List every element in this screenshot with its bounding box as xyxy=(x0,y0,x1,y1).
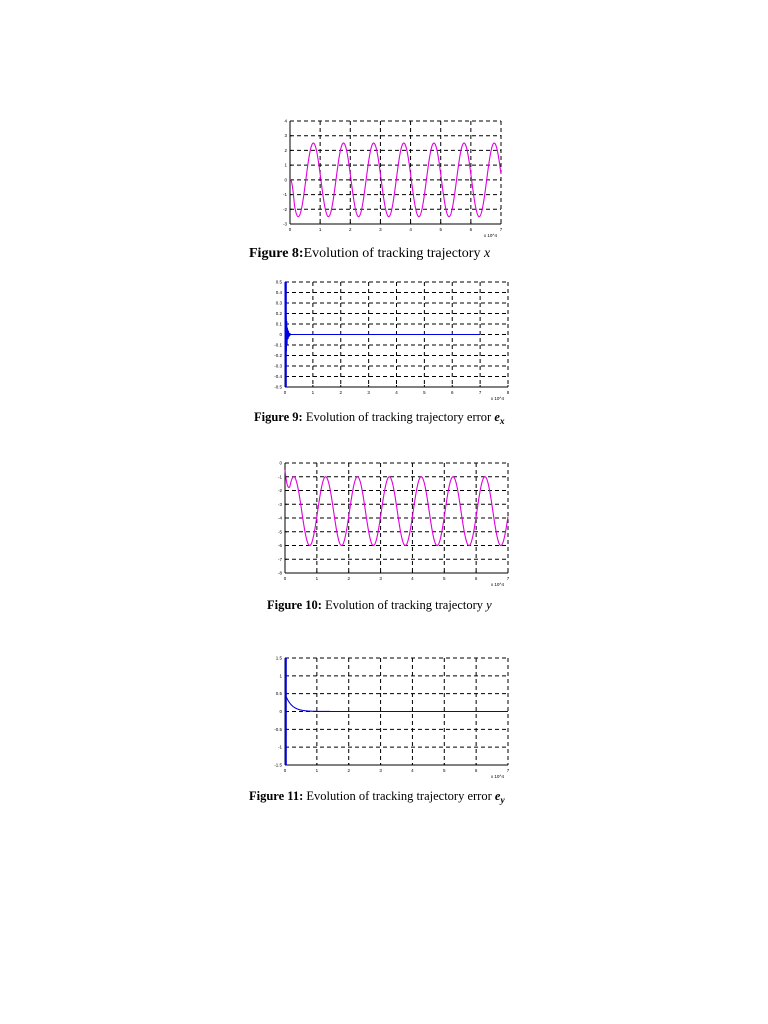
x-multiplier-label: x 10^4 xyxy=(490,582,504,587)
y-tick-label: 0.3 xyxy=(275,300,282,306)
y-tick-label: -1.5 xyxy=(274,762,282,768)
y-tick-label: -3 xyxy=(277,501,282,507)
x-tick-label: 2 xyxy=(347,576,350,581)
y-tick-label: -3 xyxy=(282,221,287,227)
x-tick-label: 1 xyxy=(311,390,315,395)
y-tick-label: 0 xyxy=(284,177,287,183)
figure-label: Figure 10: xyxy=(267,598,322,612)
caption-variable: e xyxy=(494,410,500,424)
figure-label: Figure 9: xyxy=(254,410,303,424)
y-tick-label: 0.5 xyxy=(275,691,282,697)
x-multiplier-label: x 10^4 xyxy=(483,233,497,238)
x-multiplier-label: x 10^4 xyxy=(490,396,504,401)
x-tick-label: 4 xyxy=(411,768,414,773)
y-tick-label: 2 xyxy=(284,147,287,153)
caption-variable: y xyxy=(486,598,492,612)
y-tick-label: -1 xyxy=(277,744,282,750)
y-tick-label: 0 xyxy=(279,709,282,714)
y-tick-label: -0.3 xyxy=(274,363,282,369)
x-tick-label: 6 xyxy=(469,227,473,232)
x-tick-label: 7 xyxy=(506,768,510,773)
x-tick-label: 8 xyxy=(506,390,510,395)
caption-text: Evolution of tracking trajectory xyxy=(321,598,487,612)
figure-9-caption xyxy=(254,410,505,427)
y-tick-label: -0.5 xyxy=(274,384,282,390)
x-tick-label: 2 xyxy=(339,390,343,395)
x-tick-label: 5 xyxy=(443,768,446,773)
y-tick-label: -2 xyxy=(282,206,287,212)
figure-11-caption xyxy=(249,789,505,806)
x-tick-label: 2 xyxy=(349,227,352,232)
x-tick-label: 7 xyxy=(478,390,482,395)
y-tick-label: -5 xyxy=(277,529,282,535)
chart-4 xyxy=(274,656,510,780)
y-tick-label: 0.4 xyxy=(275,290,282,295)
caption-subscript: y xyxy=(500,795,505,806)
chart-1 xyxy=(283,119,503,239)
x-tick-label: 5 xyxy=(423,390,426,395)
y-tick-label: -4 xyxy=(277,515,282,521)
chart-grid xyxy=(290,121,501,224)
y-tick-label: 0.1 xyxy=(275,321,282,327)
figure-label: Figure 8: xyxy=(249,246,304,261)
x-tick-label: 7 xyxy=(506,576,510,581)
y-tick-label: 3 xyxy=(284,133,287,139)
y-tick-label: 0 xyxy=(279,460,282,466)
x-tick-label: 3 xyxy=(379,576,382,581)
y-tick-label: -6 xyxy=(277,543,282,548)
x-tick-label: 1 xyxy=(315,576,319,581)
chart-2 xyxy=(274,280,510,402)
y-tick-label: -8 xyxy=(277,570,282,576)
x-tick-label: 5 xyxy=(443,576,446,581)
x-tick-label: 2 xyxy=(347,768,350,773)
x-tick-label: 6 xyxy=(450,390,454,395)
y-tick-label: 0 xyxy=(279,332,282,337)
x-tick-label: 1 xyxy=(315,768,319,773)
x-tick-label: 4 xyxy=(395,390,398,395)
x-tick-label: 1 xyxy=(318,227,322,232)
y-tick-label: -0.2 xyxy=(274,353,282,358)
x-tick-label: 0 xyxy=(283,576,287,581)
caption-variable: x xyxy=(483,246,491,261)
x-tick-label: 6 xyxy=(474,768,478,773)
x-tick-label: 6 xyxy=(474,576,478,581)
x-tick-label: 0 xyxy=(283,390,287,395)
y-tick-label: -0.5 xyxy=(274,726,282,732)
caption-text: Evolution of tracking trajectory xyxy=(303,246,484,261)
figure-10-caption xyxy=(267,598,492,613)
x-tick-label: 0 xyxy=(288,227,292,232)
y-tick-label: 4 xyxy=(284,118,287,124)
x-tick-label: 3 xyxy=(379,227,382,232)
y-tick-label: -7 xyxy=(277,556,282,562)
x-tick-label: 3 xyxy=(379,768,382,773)
x-multiplier-label: x 10^4 xyxy=(490,774,504,779)
y-tick-label: 0.5 xyxy=(275,279,282,285)
x-tick-label: 4 xyxy=(411,576,414,581)
series-line xyxy=(285,694,508,712)
caption-subscript: x xyxy=(499,416,505,427)
chart-3 xyxy=(278,461,510,588)
y-tick-label: 1.5 xyxy=(275,655,282,661)
x-tick-label: 5 xyxy=(439,227,442,232)
x-tick-label: 0 xyxy=(283,768,287,773)
figure-label: Figure 11: xyxy=(249,789,304,803)
caption-text: Evolution of tracking trajectory error xyxy=(303,789,495,803)
caption-text: Evolution of tracking trajectory error xyxy=(302,410,495,424)
y-tick-label: -0.4 xyxy=(274,374,282,379)
x-tick-label: 4 xyxy=(409,227,412,232)
y-tick-label: -1 xyxy=(282,192,287,198)
y-tick-label: 0.2 xyxy=(275,311,282,316)
chart-grid xyxy=(285,463,508,573)
y-tick-label: 1 xyxy=(279,673,282,679)
y-tick-label: 1 xyxy=(284,162,287,168)
figure-8-caption xyxy=(249,246,490,262)
series-line xyxy=(285,282,480,374)
x-tick-label: 7 xyxy=(499,227,503,232)
x-tick-label: 3 xyxy=(367,390,370,395)
series-line xyxy=(285,470,508,546)
y-tick-label: -2 xyxy=(277,488,282,493)
caption-variable: e xyxy=(494,789,501,803)
y-tick-label: -1 xyxy=(277,474,282,480)
y-tick-label: -0.1 xyxy=(274,342,282,348)
